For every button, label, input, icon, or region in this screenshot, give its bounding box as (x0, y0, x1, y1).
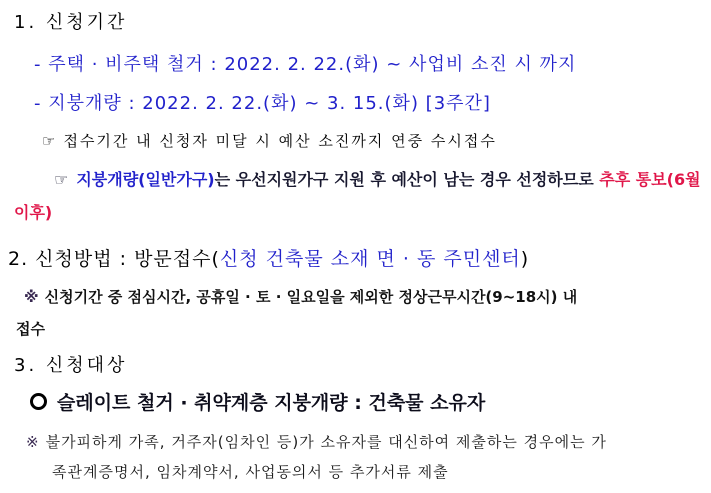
section1-note2-red-line1: 추후 통보(6월 (599, 170, 701, 189)
section1-item-demolition-period: - 주택 · 비주택 철거 : 2022. 2. 22.(화) ~ 사업비 소진 시 까지 (34, 54, 577, 75)
section2-title-suffix: ) (520, 248, 530, 270)
section1-note2-red-line2: 이후) (14, 203, 53, 222)
section3-bullet-line (30, 391, 711, 415)
section2-note (0, 281, 711, 345)
section1-note2-body: 는 우선지원가구 지원 후 예산이 남는 경우 선정하므로 (214, 170, 600, 189)
section3-note-line2: 족관계증명서, 임차계약서, 사업동의서 등 추가서류 제출 (52, 463, 449, 481)
section1-note2-highlight-blue: 지붕개량(일반가구) (76, 170, 215, 189)
section3-note-line1: 불가피하게 가족, 거주자(임차인 등)가 소유자를 대신하여 제출하는 경우에는 가 (45, 433, 607, 451)
section2-note-line1: 신청기간 중 점심시간, 공휴일 · 토 · 일요일을 제외한 정상근무시간(9~18시) 내 (44, 288, 578, 306)
reference-mark-icon: ※ (24, 288, 39, 306)
section3-title: 3. 신청대상 (14, 355, 128, 376)
section2-title-prefix: 2. 신청방법 : 방문접수( (8, 248, 220, 270)
section3-note (0, 427, 711, 487)
circle-bullet-icon (30, 393, 47, 410)
section1-note1-text: 접수기간 내 신청자 미달 시 예산 소진까지 연중 수시접수 (63, 132, 497, 150)
section1-note1 (42, 132, 711, 151)
section2-title (8, 247, 711, 271)
reference-mark-icon: ※ (26, 433, 40, 451)
section3-bullet-text: 슬레이트 철거 · 취약계층 지붕개량 : 건축물 소유자 (57, 392, 486, 414)
pointing-hand-icon: ☞ (54, 170, 69, 189)
section1-item-roof-period: - 지붕개량 : 2022. 2. 22.(화) ~ 3. 15.(화) [3주간] (34, 93, 491, 114)
section2-title-blue: 신청 건축물 소재 면 · 동 주민센터 (219, 248, 521, 270)
section1-title: 1. 신청기간 (14, 12, 128, 33)
section1-note2 (0, 163, 711, 229)
pointing-hand-icon: ☞ (42, 132, 56, 150)
section2-note-line2: 접수 (16, 320, 45, 338)
